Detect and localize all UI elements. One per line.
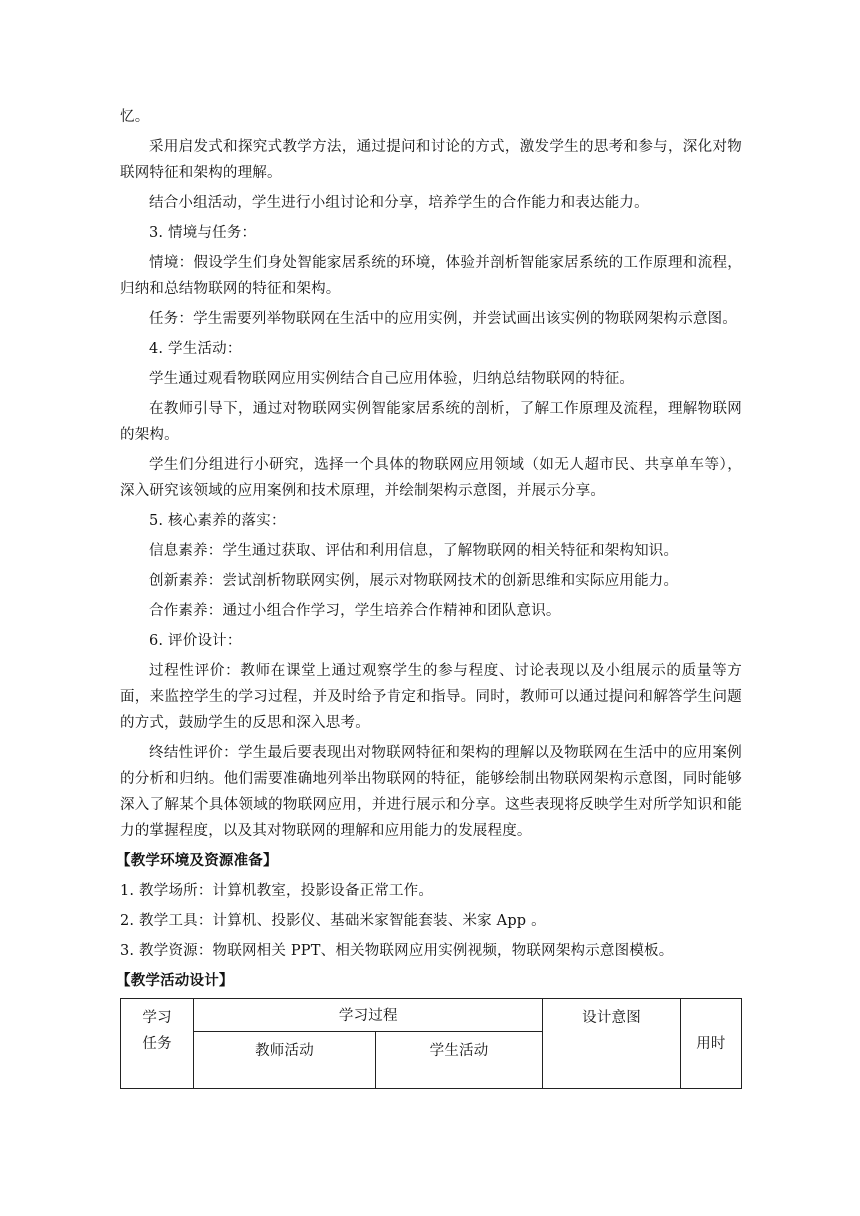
paragraph-list (120, 104, 742, 844)
paragraph: 4. 学生活动： (149, 341, 242, 357)
activity-heading: 【教学活动设计】 (116, 972, 234, 989)
process-header-cell (194, 999, 543, 1032)
paragraph: 任务：学生需要列举物联网在生活中的应用实例，并尝试画出该实例的物联网架构示意图。 (149, 311, 737, 327)
paragraph: 3. 情境与任务： (149, 225, 257, 241)
env-heading: 【教学环境及资源准备】 (116, 852, 278, 869)
env-list-item: 2. 教学工具：计算机、投影仪、基础米家智能套装、米家 App 。 (120, 913, 546, 929)
env-list-item: 1. 教学场所：计算机教室，投影设备正常工作。 (120, 883, 434, 899)
teacher-header-cell (194, 1032, 376, 1089)
teacher-header-label: 教师活动 (255, 1043, 314, 1059)
time-header-cell (680, 999, 741, 1089)
intent-header-cell (543, 999, 680, 1089)
task-header-cell (121, 999, 194, 1089)
paragraph: 情境：假设学生们身处智能家居系统的环境，体验并剖析智能家居系统的工作原理和流程，归纳和总结物联网的特征和架构。 (120, 255, 742, 297)
process-header-label: 学习过程 (338, 1008, 398, 1024)
activity-table (120, 998, 742, 1089)
student-header-label: 学生活动 (429, 1043, 489, 1059)
paragraph: 结合小组活动，学生进行小组讨论和分享，培养学生的合作能力和表达能力。 (149, 195, 649, 211)
time-header-label: 用时 (696, 1035, 726, 1052)
paragraph: 终结性评价：学生最后要表现出对物联网特征和架构的理解以及物联网在生活中的应用案例的分析和归纳。他们需要准确地列举出物联网的特征，能够绘制出物联网架构示意图，同时能够深入了解某个具体领域的物联网应用，并进行展示和分享。这些表现将反映学生对所学知识和能力的掌握程度，以及其对物联网的理解和应用能力的发展程度。 (120, 745, 742, 839)
task-header-line2: 任务 (142, 1036, 172, 1052)
table-header-row (121, 999, 742, 1032)
paragraph: 学生通过观看物联网应用实例结合自己应用体验，归纳总结物联网的特征。 (149, 371, 635, 387)
paragraph: 在教师引导下，通过对物联网实例智能家居系统的剖析，了解工作原理及流程，理解物联网的架构。 (120, 401, 742, 443)
document-body (116, 104, 742, 1089)
paragraph: 学生们分组进行小研究，选择一个具体的物联网应用领域（如无人超市民、共享单车等），深入研究该领域的应用案例和技术原理，并绘制架构示意图，并展示分享。 (120, 457, 742, 499)
student-header-cell (375, 1032, 543, 1089)
paragraph: 忆。 (120, 109, 150, 125)
env-list (120, 878, 742, 964)
paragraph: 创新素养：尝试剖析物联网实例，展示对物联网技术的创新思维和实际应用能力。 (149, 573, 679, 589)
paragraph: 合作素养：通过小组合作学习，学生培养合作精神和团队意识。 (149, 603, 561, 619)
env-list-item: 3. 教学资源：物联网相关 PPT、相关物联网应用实例视频，物联网架构示意图模板。 (120, 943, 674, 959)
paragraph: 采用启发式和探究式教学方法，通过提问和讨论的方式，激发学生的思考和参与，深化对物联网特征和架构的理解。 (120, 139, 742, 181)
task-header-line1: 学习 (142, 1010, 172, 1026)
paragraph: 过程性评价：教师在课堂上通过观察学生的参与程度、讨论表现以及小组展示的质量等方面，来监控学生的学习过程，并及时给予肯定和指导。同时，教师可以通过提问和解答学生问题的方式，鼓励学生的反思和深入思考。 (120, 663, 742, 731)
paragraph: 5. 核心素养的落实： (149, 513, 286, 529)
paragraph: 信息素养：学生通过获取、评估和利用信息，了解物联网的相关特征和架构知识。 (149, 543, 679, 559)
intent-header-label: 设计意图 (582, 1010, 641, 1026)
paragraph: 6. 评价设计： (149, 633, 242, 649)
